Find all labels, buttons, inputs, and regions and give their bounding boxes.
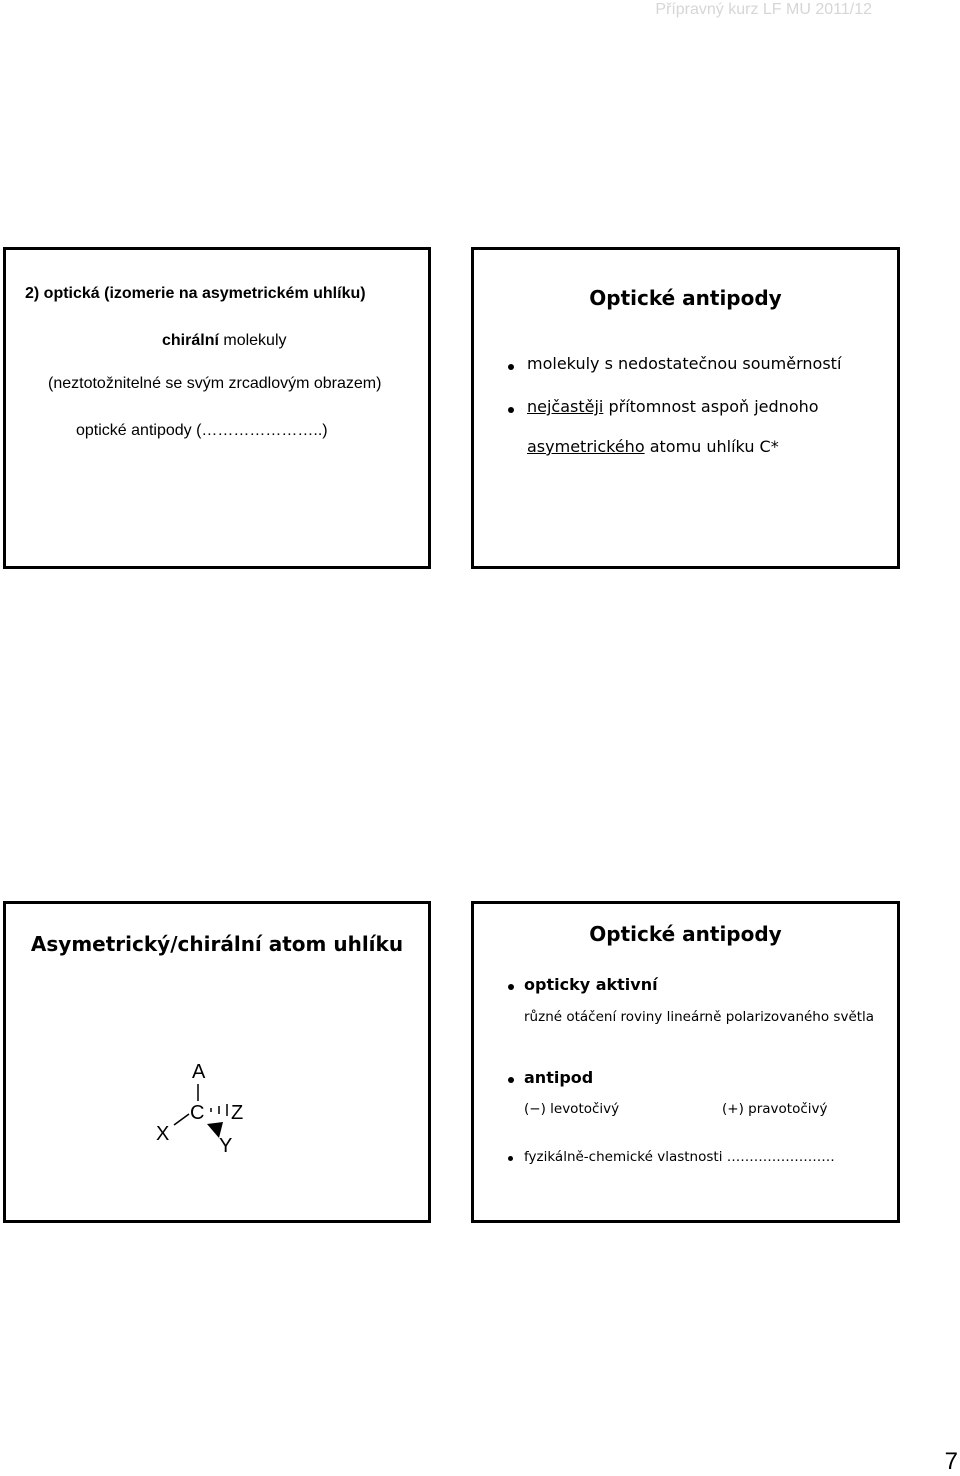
- continuation-line: [527, 437, 779, 456]
- atom-y: Y: [219, 1135, 233, 1157]
- slide-heading: 2) optická (izomerie na asymetrickém uhlíku): [25, 285, 366, 302]
- sub-text: různé otáčení roviny lineárně polarizovaného světla: [524, 1009, 875, 1025]
- line-rest: atomu uhlíku C*: [649, 437, 779, 456]
- bond-x: [174, 1114, 189, 1125]
- definition-line: (neztotožnitelné se svým zrcadlovým obrazem): [48, 375, 382, 392]
- bullet-rest: přítomnost aspoň jednoho: [608, 397, 819, 416]
- underlined-term: asymetrického: [527, 437, 645, 456]
- bullet-text: antipod: [524, 1068, 594, 1087]
- bullet-text: [527, 397, 819, 416]
- chiral-carbon-diagram: [141, 1052, 301, 1162]
- slide-title: Optické antipody: [589, 922, 782, 946]
- slide-optical-antipodes-2: [471, 901, 900, 1223]
- slide-optical-isomerism: [3, 247, 431, 569]
- bullet-text: fyzikálně-chemické vlastnosti ……………………: [524, 1149, 835, 1165]
- bullet-icon: [508, 1156, 513, 1161]
- bullet-icon: [508, 984, 514, 990]
- chiral-rest: molekuly: [223, 332, 287, 349]
- atom-a: A: [192, 1061, 206, 1083]
- pravo-text: (+) pravotočivý: [722, 1101, 828, 1117]
- chiral-line: [162, 332, 287, 350]
- slide-title: Optické antipody: [589, 286, 782, 310]
- levo-text: (−) levotočivý: [524, 1101, 620, 1117]
- antipodes-line: optické antipody (…………………..): [76, 422, 328, 439]
- slide-asymmetric-carbon: [3, 901, 431, 1223]
- atom-c: C: [190, 1102, 205, 1124]
- bullet-icon: [508, 407, 514, 413]
- chiral-term: chirální: [162, 332, 219, 349]
- page-number: 7: [944, 1448, 958, 1475]
- page-header: Přípravný kurz LF MU 2011/12: [655, 1, 872, 18]
- underlined-term: nejčastěji: [527, 397, 604, 416]
- bullet-text: opticky aktivní: [524, 975, 658, 994]
- bullet-icon: [508, 364, 514, 370]
- atom-z: Z: [231, 1102, 244, 1124]
- atom-x: X: [156, 1123, 170, 1145]
- bullet-text: molekuly s nedostatečnou souměrností: [527, 354, 842, 373]
- slide-title: Asymetrický/chirální atom uhlíku: [30, 932, 404, 956]
- slide-optical-antipodes-1: [471, 247, 900, 569]
- bullet-icon: [508, 1077, 514, 1083]
